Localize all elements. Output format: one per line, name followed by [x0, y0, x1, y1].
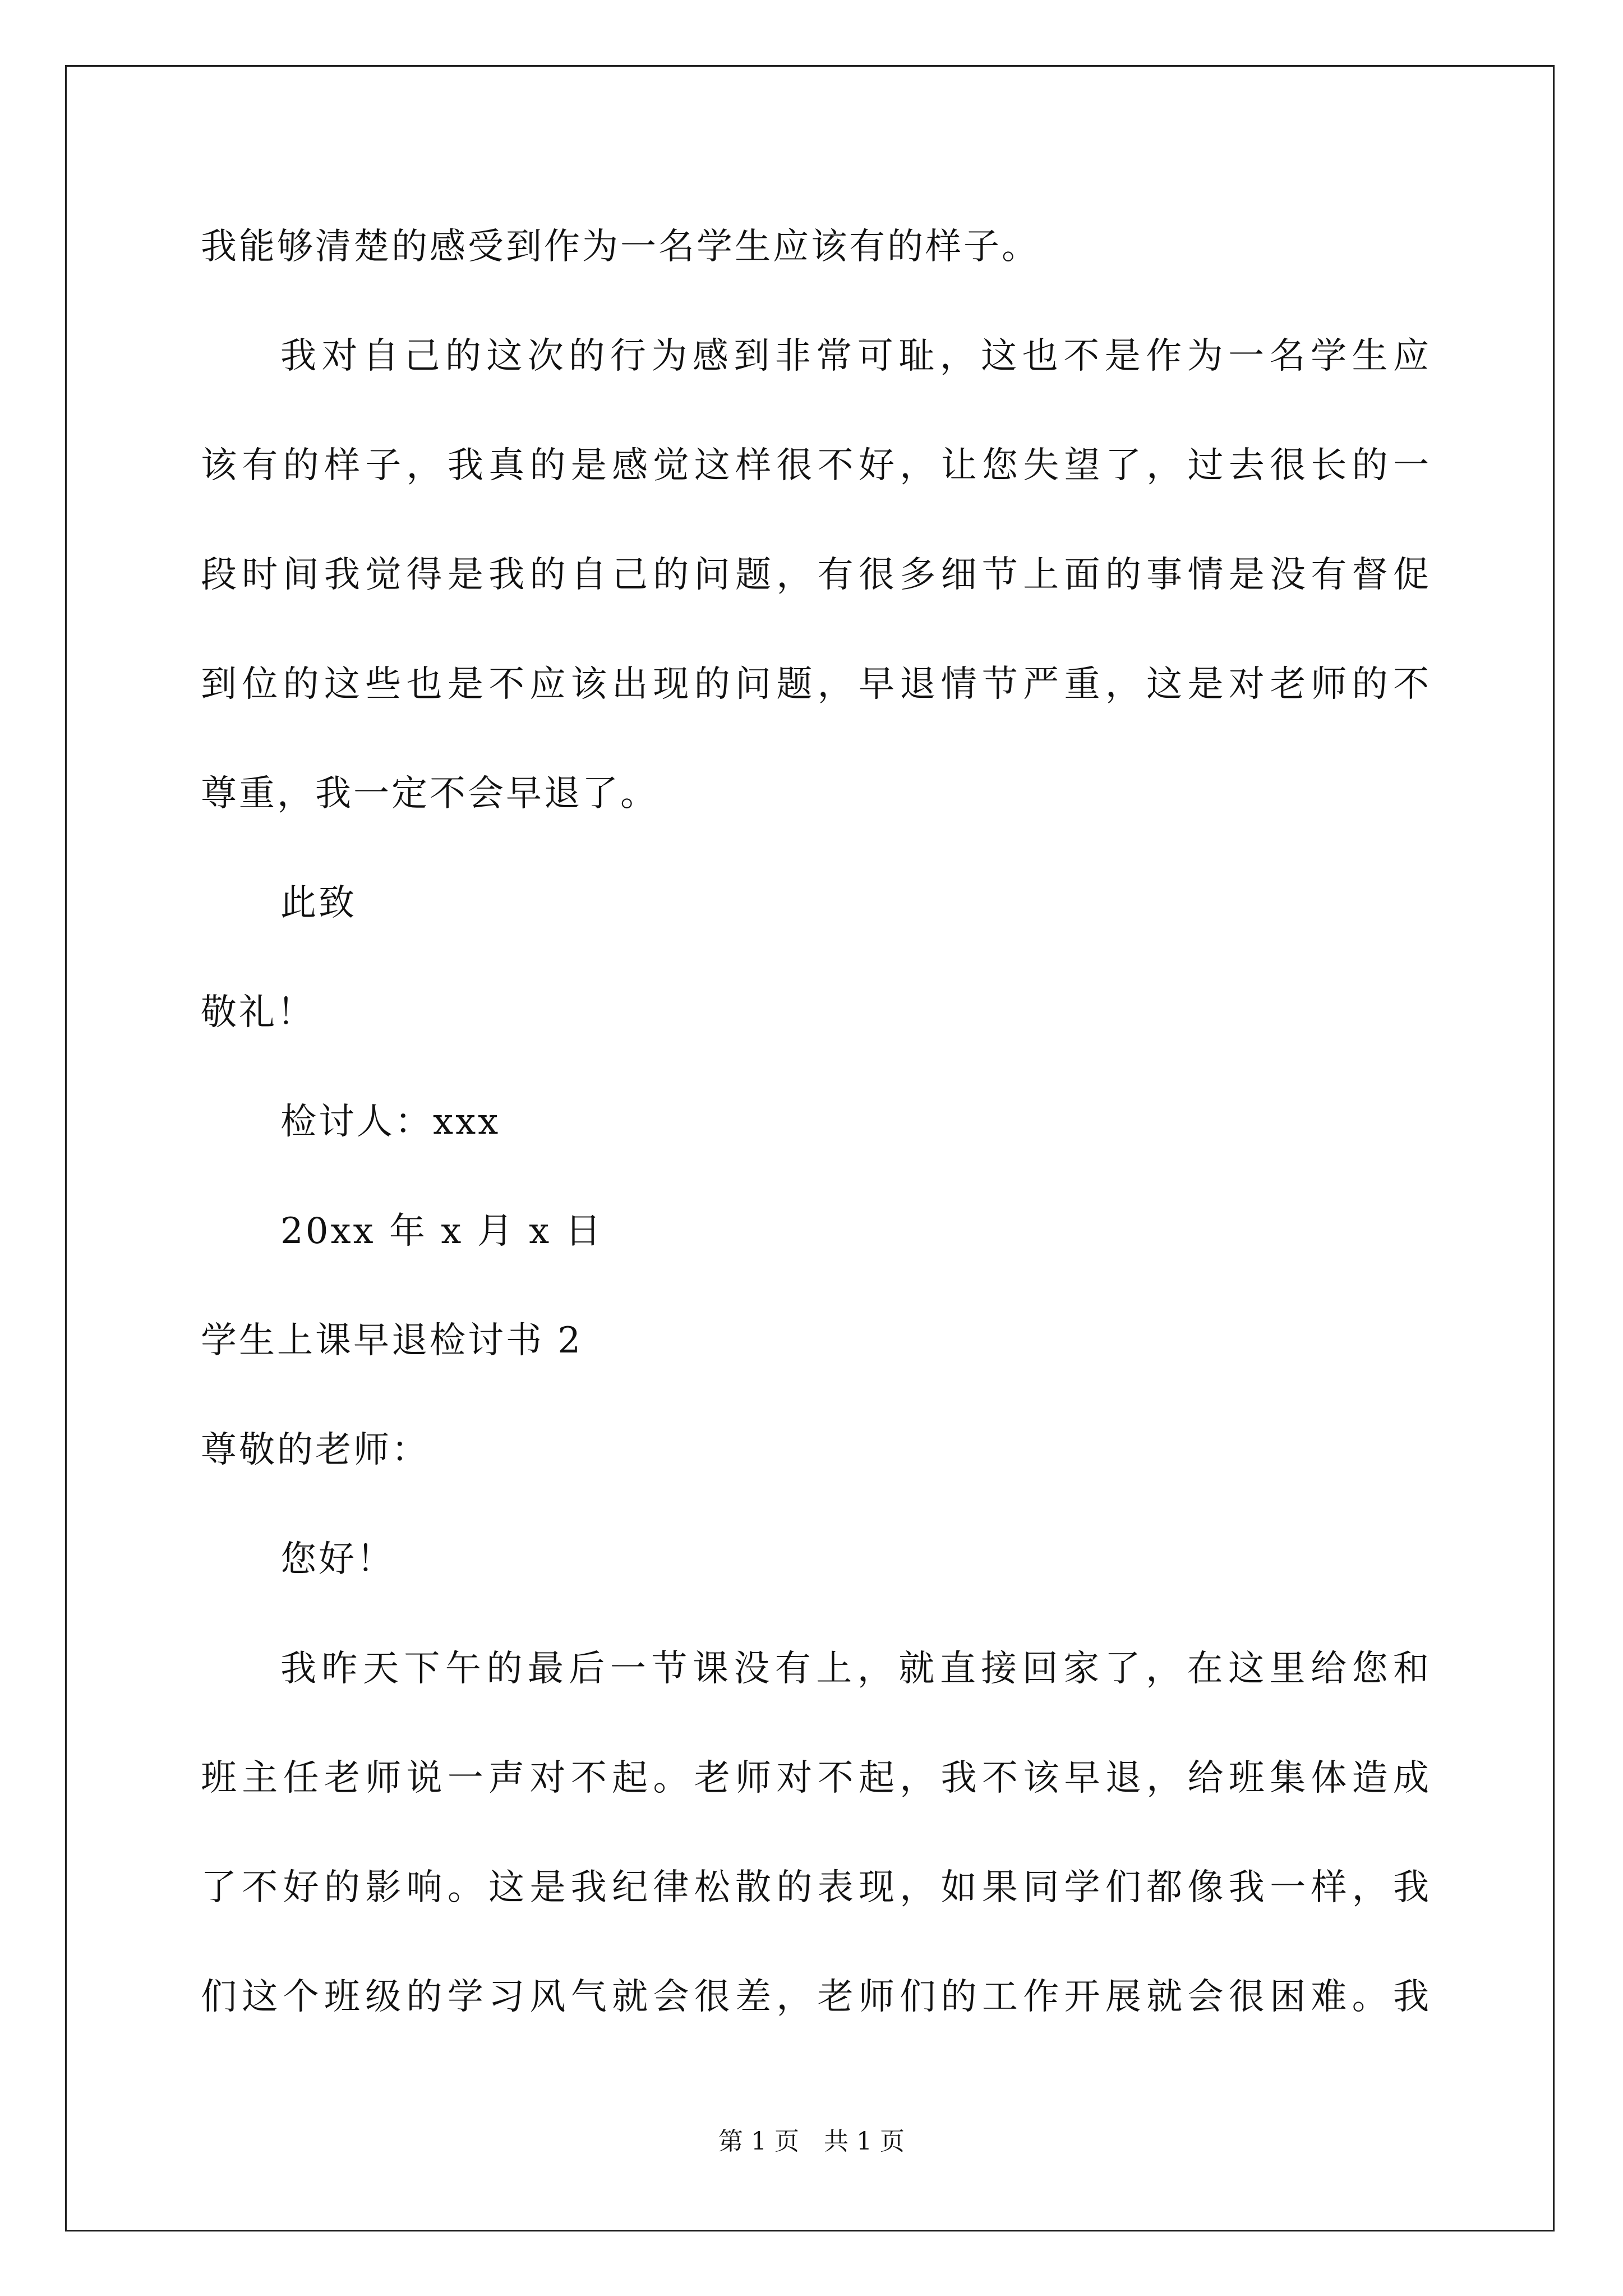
closing-salutation: 此致: [280, 882, 357, 924]
body-line: 到位的这些也是不应该出现的问题，早退情节严重，这是对老师的不: [201, 664, 1429, 705]
body-line: 段时间我觉得是我的自己的问题，有很多细节上面的事情是没有督促: [201, 554, 1429, 596]
body-line: 们这个班级的学习风气就会很差，老师们的工作开展就会很困难。我: [201, 1976, 1429, 2018]
signature-line: 检讨人：xxx: [280, 1101, 501, 1143]
body-line: 我能够清楚的感受到作为一名学生应该有的样子。: [201, 226, 1040, 268]
body-line: 该有的样子，我真的是感觉这样很不好，让您失望了，过去很长的一: [201, 445, 1429, 486]
greeting-line: 尊敬的老师：: [201, 1429, 430, 1471]
body-line: 班主任老师说一声对不起。老师对不起，我不该早退，给班集体造成: [201, 1757, 1429, 1799]
body-line: 尊重，我一定不会早退了。: [201, 773, 658, 815]
date-line: 20xx 年 x 月 x 日: [280, 1211, 603, 1252]
body-line: 了不好的影响。这是我纪律松散的表现，如果同学们都像我一样，我: [201, 1867, 1429, 1908]
body-line: 我对自己的这次的行为感到非常可耻，这也不是作为一名学生应: [280, 335, 1429, 377]
body-line: 我昨天下午的最后一节课没有上，就直接回家了，在这里给您和: [280, 1648, 1429, 1690]
section-title: 学生上课早退检讨书 2: [201, 1320, 583, 1361]
closing-regards: 敬礼！: [201, 992, 315, 1033]
page-number-footer: 第 1 页 共 1 页: [718, 2127, 905, 2156]
greeting-hello: 您好！: [280, 1539, 395, 1580]
